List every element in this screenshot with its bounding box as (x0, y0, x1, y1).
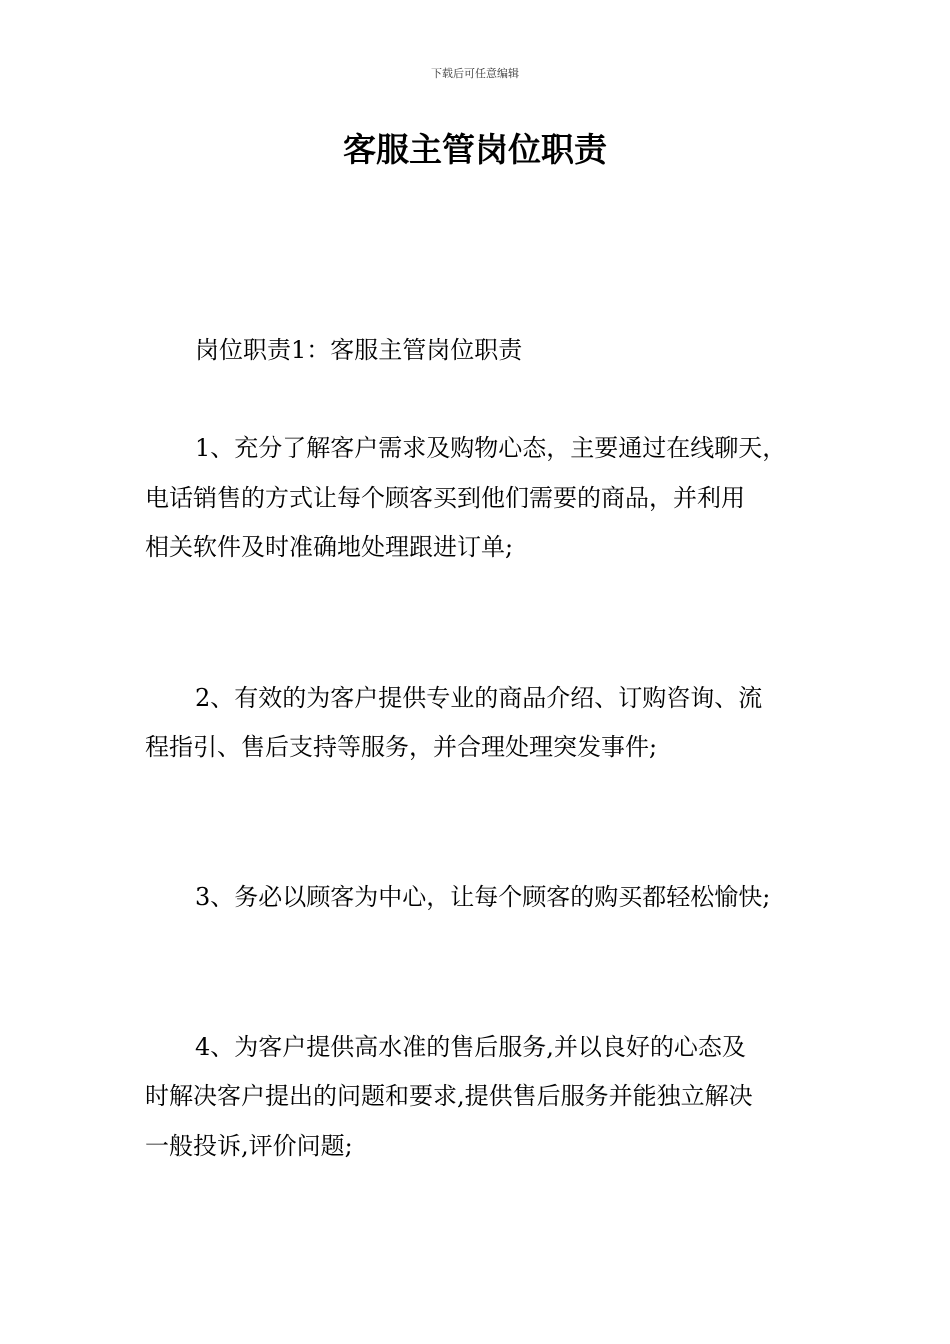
item-4-line-1: 4、为客户提供高水准的售后服务,并以良好的心态及 (195, 1033, 746, 1061)
item-1-line-1: 1、充分了解客户需求及购物心态，主要通过在线聊天， (195, 434, 787, 462)
item-2-line-1: 2、有效的为客户提供专业的商品介绍、订购咨询、流 (195, 684, 763, 712)
header-note: 下载后可任意编辑 (431, 67, 519, 80)
item-4-line-2: 时解决客户提出的问题和要求,提供售后服务并能独立解决 (145, 1082, 753, 1110)
item-3-line-1: 3、务必以顾客为中心，让每个顾客的购买都轻松愉快; (195, 883, 771, 911)
item-1-line-2: 电话销售的方式让每个顾客买到他们需要的商品，并利用 (145, 484, 745, 512)
item-4-line-3: 一般投诉,评价问题; (145, 1132, 353, 1160)
document-title: 客服主管岗位职责 (343, 130, 607, 169)
item-1-line-3: 相关软件及时准确地处理跟进订单; (145, 533, 514, 561)
item-2-line-2: 程指引、售后支持等服务，并合理处理突发事件; (145, 733, 658, 761)
section-heading: 岗位职责1：客服主管岗位职责 (195, 336, 523, 364)
